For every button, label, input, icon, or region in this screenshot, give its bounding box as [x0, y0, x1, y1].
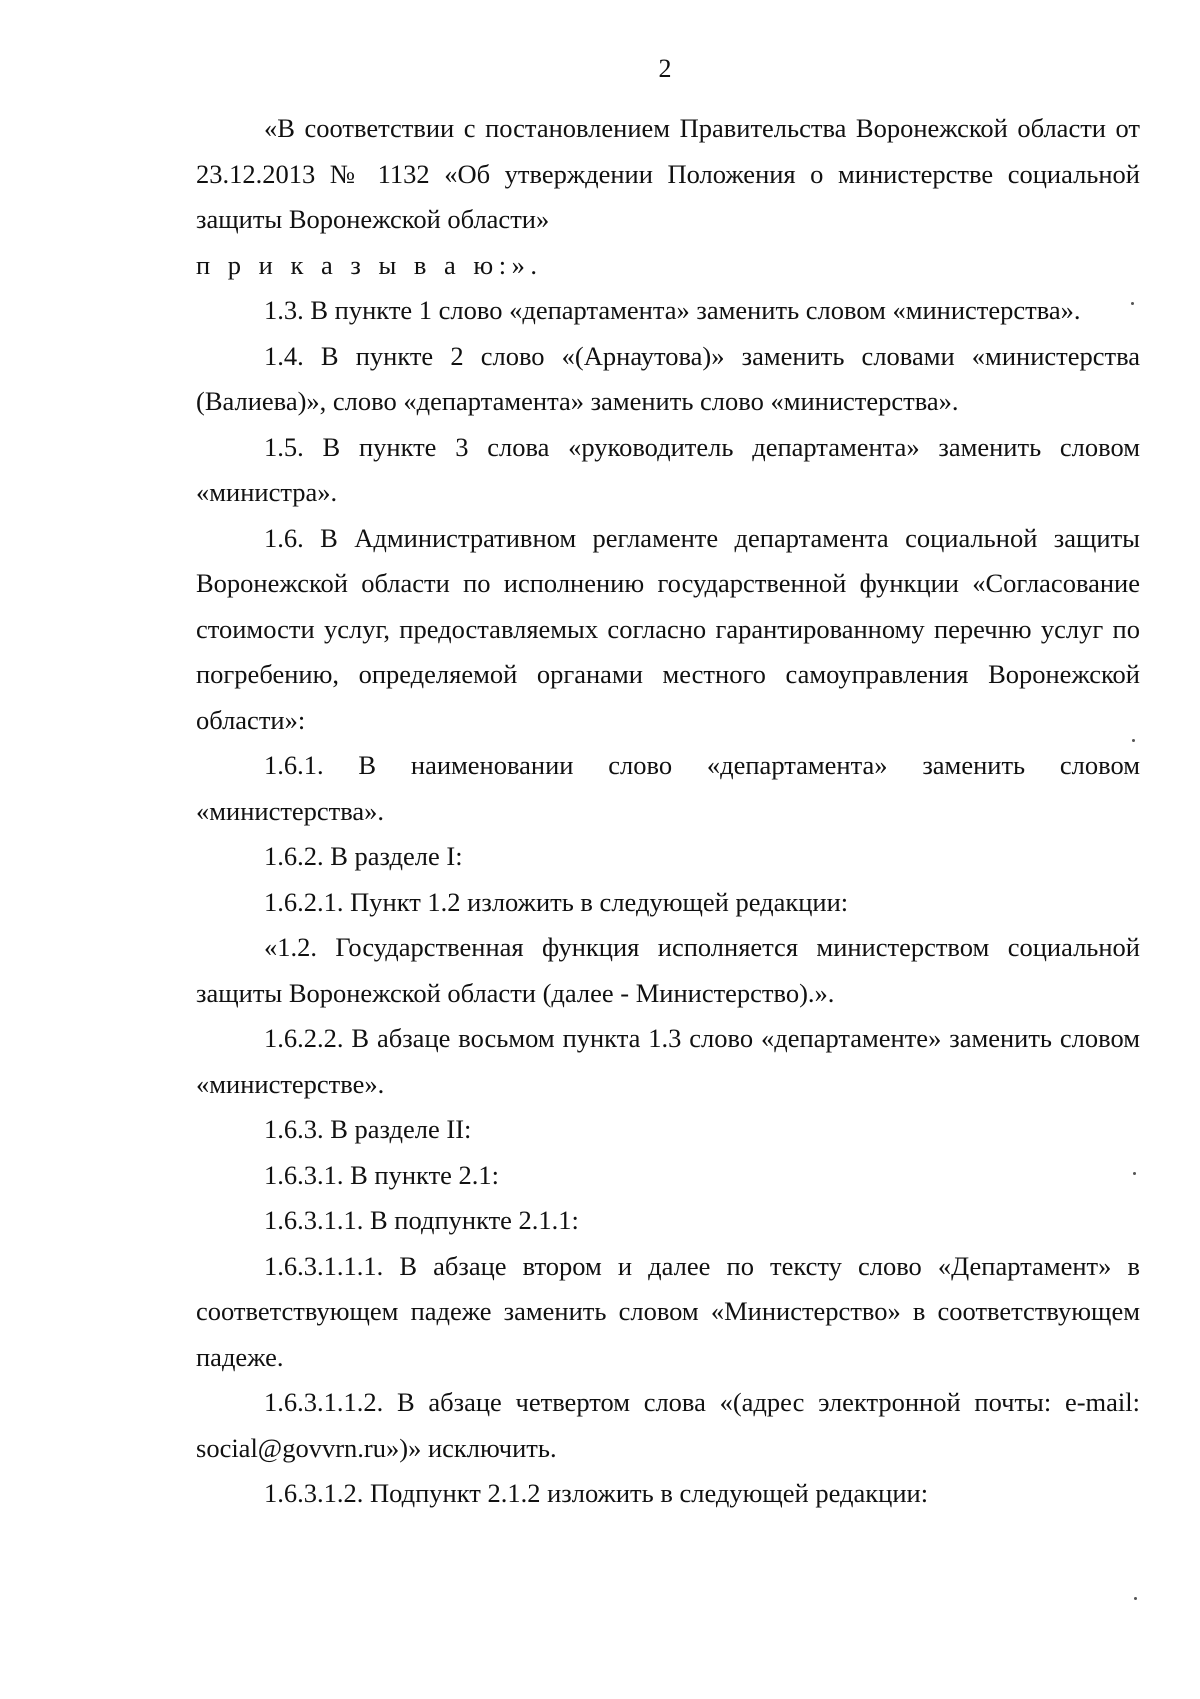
paragraph-1-6-2-1: 1.6.2.1. Пункт 1.2 изложить в следующей редакции: [264, 886, 849, 917]
paragraph-1-3: 1.3. В пункте 1 слово «департамента» заменить словом «министерства». [264, 295, 1081, 325]
paragraph-1-6-3: 1.6.3. В разделе II: [264, 1114, 472, 1144]
page-number: 2 [658, 54, 672, 83]
scan-speck [1134, 1597, 1137, 1600]
scan-speck [1131, 302, 1134, 305]
paragraph-1-6-3-1-1: 1.6.3.1.1. В подпункте 2.1.1: [264, 1205, 579, 1235]
scan-speck [1132, 739, 1135, 742]
paragraph-order-word: п р и к а з ы в а ю:». [196, 249, 543, 280]
paragraph-1-6-3-1-2: 1.6.3.1.2. Подпункт 2.1.2 изложить в следующей редакции: [264, 1478, 929, 1508]
paragraph-1-6-2: 1.6.2. В разделе I: [264, 841, 463, 871]
scan-speck [1133, 1172, 1136, 1175]
paragraph-1-6-2-2: 1.6.2.2. В абзаце восьмом пункта 1.3 слово «департаменте» заменить словом «министерстве». [196, 1023, 1140, 1099]
paragraph-1-6-3-1: 1.6.3.1. В пункте 2.1: [264, 1159, 500, 1190]
paragraph-1-4: 1.4. В пункте 2 слово «(Арнаутова)» заменить словами «министерства (Валиева)», слово «департамента» заменить слово «министерства». [196, 340, 1140, 416]
paragraph-1-6-3-1-1-1: 1.6.3.1.1.1. В абзаце втором и далее по тексту слово «Департамент» в соответствующем падеже заменить словом «Министерство» в соответствующем падеже. [196, 1250, 1140, 1372]
document-body [196, 106, 1140, 1517]
paragraph-1-6: 1.6. В Административном регламенте департамента социальной защиты Воронежской области по исполнению государственной функции «Согласование стоимости услуг, предоставляемых согласно гарантированному перечню услуг по погребению, определяемой органами местного самоуправления Воронежской области»: [196, 522, 1140, 735]
paragraph-1-6-3-1-1-2: 1.6.3.1.1.2. В абзаце четвертом слова «(адрес электронной почты: e-mail: social@govvrn.ru»)» исключить. [196, 1387, 1140, 1463]
paragraph-1-5: 1.5. В пункте 3 слова «руководитель департамента» заменить словом «министра». [196, 431, 1140, 507]
paragraph-1-6-1: 1.6.1. В наименовании слово «департамента» заменить словом «министерства». [196, 750, 1140, 826]
paragraph-quoted-1-2: «1.2. Государственная функция исполняется министерством социальной защиты Воронежской области (далее - Министерство).». [196, 932, 1140, 1008]
paragraph-preamble: «В соответствии с постановлением Правительства Воронежской области от 23.12.2013 № 1132 «Об утверждении Положения о министерстве социальной защиты Воронежской области» [196, 113, 1140, 234]
